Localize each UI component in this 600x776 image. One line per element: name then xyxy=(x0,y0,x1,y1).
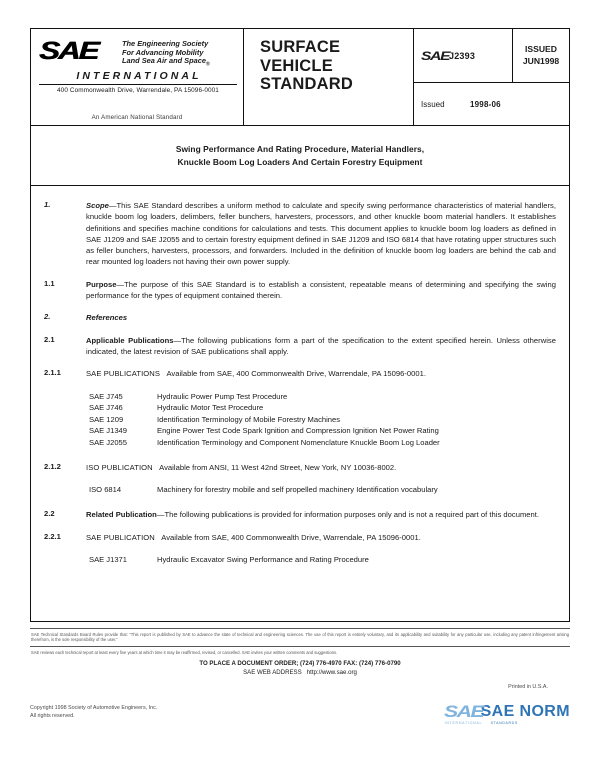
document-body-block xyxy=(30,186,570,622)
list-item xyxy=(89,402,556,414)
section-sae-pubs-number: 2.1.1 xyxy=(44,368,61,378)
document-number-cell xyxy=(414,29,513,82)
section-related-number: 2.2 xyxy=(44,509,55,519)
section-related-body xyxy=(86,509,556,520)
list-item xyxy=(89,437,556,449)
section-references-heading: References xyxy=(86,313,128,323)
section-references xyxy=(44,312,556,323)
section-scope-body xyxy=(86,200,556,268)
sae-mini-logo-icon: SAE xyxy=(421,48,450,63)
page-title-line-2: Knuckle Boom Log Loaders And Certain Forestry Equipment xyxy=(177,156,423,167)
doc-type-line-2: VEHICLE xyxy=(260,56,333,75)
section-scope-number: 1. xyxy=(44,200,51,209)
review-note: SAE reviews each technical report at least every five years at which time it may be reaffirmed, revised, or cancelled. SAE invites your written comments and suggestions. xyxy=(31,649,338,655)
sae-logo-icon: SAE xyxy=(38,37,99,65)
reference-title: Machinery for forestry mobile and self propelled machinery Identification vocabulary xyxy=(157,484,438,494)
section-sae-pubs-availability: Available from SAE, 400 Commonwealth Drive, Warrendale, PA 15096-0001. xyxy=(166,369,427,379)
sae-address: 400 Commonwealth Drive, Warrendale, PA 15096-0001 xyxy=(39,84,237,94)
section-purpose-body xyxy=(86,279,556,302)
web-address-label: SAE WEB ADDRESS xyxy=(243,668,302,676)
issued-row xyxy=(414,83,569,125)
section-iso-body xyxy=(86,462,556,473)
reference-title: Hydraulic Power Pump Test Procedure xyxy=(157,391,288,401)
doc-type-line-3: STANDARD xyxy=(260,75,353,93)
section-iso-label: ISO PUBLICATION xyxy=(86,462,153,472)
reference-id: SAE J1349 xyxy=(89,426,127,436)
sae-publications-list xyxy=(89,391,556,449)
reference-id: SAE J2055 xyxy=(89,437,127,447)
reference-title: Hydraulic Motor Test Procedure xyxy=(157,403,264,413)
tagline-line-3: Land Sea Air and Space$_®$ xyxy=(122,56,210,68)
section-purpose-heading: Purpose xyxy=(86,279,117,289)
section-related-heading: Related Publication xyxy=(86,510,157,520)
footer-bottom-row xyxy=(30,684,570,726)
section-applicable-publications xyxy=(44,335,556,358)
meta-top-row xyxy=(414,29,569,83)
standards-board-disclaimer: SAE Technical Standards Board Rules provide that: “This report is published by SAE to advance the state of technical and engineering sciences. The use of this report is entirely voluntary, and its applicability and suitability for any particular use, including any patent infringement arising therefrom, is the sole responsibility of the user.” xyxy=(31,631,569,643)
printed-in-note: Printed in U.S.A. xyxy=(508,684,548,691)
document-meta-cell xyxy=(414,29,569,125)
document-number: J2393 xyxy=(449,50,476,61)
section-purpose-number: 1.1 xyxy=(44,278,55,288)
reference-id: ISO 6814 xyxy=(89,484,122,494)
list-item xyxy=(89,391,556,403)
watermark-sub-right: STANDARDS xyxy=(490,721,518,726)
web-address-line xyxy=(30,669,570,677)
reference-id: SAE J745 xyxy=(89,391,123,401)
document-title-block xyxy=(30,126,570,186)
section-iso-publication xyxy=(44,462,556,473)
section-references-number: 2. xyxy=(44,312,51,322)
section-sae-pubs-body xyxy=(86,368,556,379)
section-purpose xyxy=(44,279,556,302)
sae-norm-watermark xyxy=(443,702,570,726)
sae-international-word: INTERNATIONAL xyxy=(76,70,202,83)
reference-title: Identification Terminology of Mobile Forestry Machines xyxy=(157,414,341,424)
reference-title: Engine Power Test Code Spark Ignition and Compression Ignition Net Power Rating xyxy=(157,426,439,436)
issued-label: Issued xyxy=(421,99,445,109)
section-related-sae-publication xyxy=(44,532,556,543)
ansi-note: An American National Standard xyxy=(91,114,183,121)
section-references-body xyxy=(86,312,556,323)
section-applicable-body xyxy=(86,335,556,358)
section-related-text: —The following publications is provided for information purposes only and is not a required part of this document. xyxy=(156,510,540,520)
section-scope-text: —This SAE Standard describes a uniform method to calculate and specify swing performance characteristics of material handlers, knuckle boom log loaders, delimbers, feller bunchers, harvesters, processors, and other knuckle boom material handlers. It establishes definitions and specifies machine conditions for calculations and tests. This document applies to knuckle boom log loaders as defined in SAE J1209 and SAE J2055 and to certain forestry equipment defined in SAE J1209 and ISO 6814 that have rotating upper structures such as feller bunchers, harvesters, processors, and forwarders. Included in the definition of knuckle boom log loaders are behind the cab and rear mounted log loaders not having their own power supply. xyxy=(86,201,556,267)
list-item xyxy=(89,414,556,426)
document-header-block xyxy=(30,28,570,126)
section-iso-number: 2.1.2 xyxy=(44,461,61,471)
reference-id: SAE J746 xyxy=(89,403,123,413)
section-related-pubs-label: SAE PUBLICATION xyxy=(86,532,155,542)
section-iso-availability: Available from ANSI, 11 West 42nd Street, New York, NY 10036-8002. xyxy=(159,462,397,472)
section-sae-pubs-label: SAE PUBLICATIONS xyxy=(86,369,161,379)
order-info xyxy=(30,658,570,677)
reference-id: SAE 1209 xyxy=(89,414,124,424)
section-applicable-heading: Applicable Publications xyxy=(86,335,174,345)
order-phone-line: TO PLACE A DOCUMENT ORDER; (724) 776-4970 FAX: (724) 776-0790 xyxy=(199,660,401,668)
section-applicable-number: 2.1 xyxy=(44,334,55,344)
section-related-pubs-number: 2.2.1 xyxy=(44,531,61,541)
related-publications-list xyxy=(89,554,556,566)
list-item xyxy=(89,484,556,496)
copyright xyxy=(30,705,157,720)
section-related-publication xyxy=(44,509,556,520)
page-title-line-1: Swing Performance And Rating Procedure, Material Handlers, xyxy=(175,144,425,154)
section-scope xyxy=(44,200,556,268)
section-sae-publications xyxy=(44,368,556,379)
copyright-line-2: All rights reserved. xyxy=(30,712,75,719)
reference-title: Identification Terminology and Component Nomenclature Knuckle Boom Log Loader xyxy=(157,437,440,447)
list-item xyxy=(89,425,556,437)
status-badge xyxy=(513,29,569,82)
copyright-line-1: Copyright 1998 Society of Automotive Engineers, Inc. xyxy=(30,705,158,712)
logo-row xyxy=(39,39,237,69)
section-scope-heading: Scope xyxy=(86,201,109,210)
watermark-word: SAE NORM xyxy=(480,703,570,721)
page-footer xyxy=(30,628,570,726)
sae-tagline xyxy=(122,39,210,69)
status-date: JUN1998 xyxy=(522,55,560,66)
document-type-cell xyxy=(244,29,414,125)
doc-type-line-1: SURFACE xyxy=(260,38,341,56)
watermark-sae-logo-icon: SAE xyxy=(443,702,483,722)
watermark-sub-left: INTERNATIONAL xyxy=(444,721,483,726)
tagline-line-1: The Engineering Society xyxy=(122,39,209,48)
section-applicable-text: —The following publications form a part of the specification to the extent specified herein. Unless otherwise indicated, the latest revision of SAE publications shall apply. xyxy=(86,335,556,356)
reference-title: Hydraulic Excavator Swing Performance and Rating Procedure xyxy=(157,555,369,565)
sae-logo-cell xyxy=(31,29,244,125)
tagline-line-2: For Advancing Mobility xyxy=(122,47,204,57)
reference-id: SAE J1371 xyxy=(89,555,127,565)
section-purpose-text: —The purpose of this SAE Standard is to establish a consistent, repeatable means of determining and specifying the swing performance for the types of equipment contained therein. xyxy=(86,279,556,301)
web-address-url[interactable]: http://www.sae.org xyxy=(306,668,357,676)
status-label: ISSUED xyxy=(525,44,557,54)
list-item xyxy=(89,554,556,566)
issued-value: 1998-06 xyxy=(470,99,501,109)
section-related-pubs-body xyxy=(86,532,556,543)
section-related-pubs-availability: Available from SAE, 400 Commonwealth Drive, Warrendale, PA 15096-0001. xyxy=(161,532,421,542)
iso-publications-list xyxy=(89,484,556,496)
